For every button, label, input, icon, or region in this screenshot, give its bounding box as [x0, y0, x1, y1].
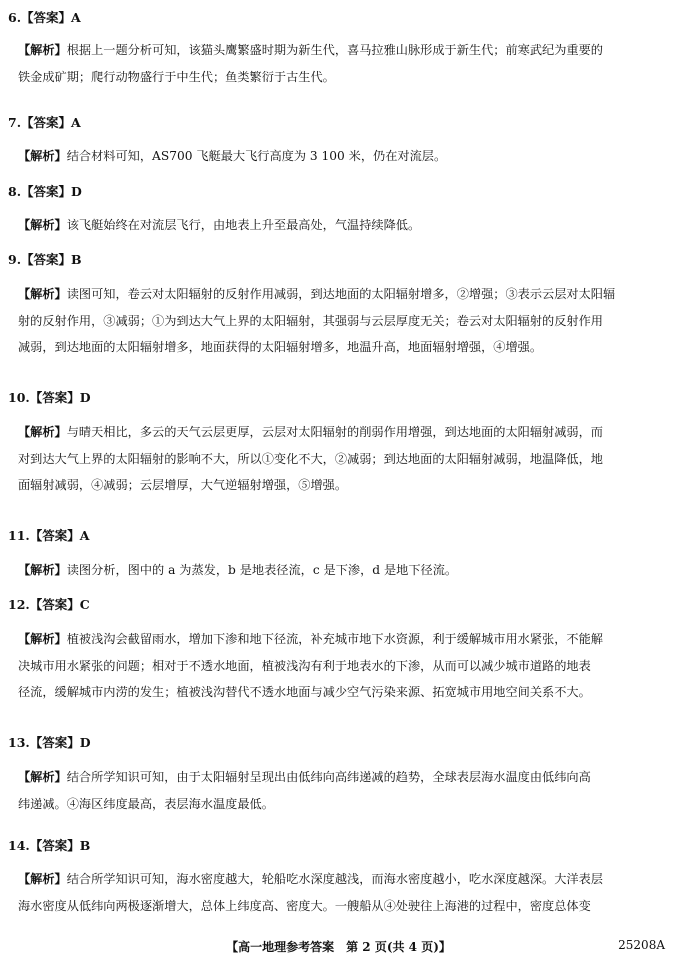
analysis-label: 【解析】 [18, 770, 67, 784]
answer-14: 14.【答案】B [8, 838, 91, 853]
analysis-12 [18, 626, 666, 706]
analysis-label: 【解析】 [18, 218, 67, 232]
analysis-label: 【解析】 [18, 287, 67, 301]
analysis-text: 植被浅沟会截留雨水，增加下渗和地下径流，补充城市地下水资源，利于缓解城市用水紧张，不能解 [66, 632, 603, 646]
page-footer [0, 938, 677, 956]
analysis-label: 【解析】 [18, 872, 67, 886]
analysis-label: 【解析】 [18, 563, 67, 577]
analysis-text: 径流，缓解城市内涝的发生；植被浅沟替代不透水地面与减少空气污染来源、拓宽城市用地空间关系不大。 [18, 685, 591, 699]
analysis-label: 【解析】 [18, 43, 67, 57]
analysis-text: 读图可知，卷云对太阳辐射的反射作用减弱，到达地面的太阳辐射增多，②增强；③表示云层对太阳辐 [66, 287, 616, 301]
analysis-13 [18, 764, 666, 817]
footer-code: 25208A [618, 938, 665, 952]
analysis-text: 该飞艇始终在对流层飞行，由地表上升至最高处，气温持续降低。 [66, 218, 421, 232]
analysis-text: 与晴天相比，多云的天气云层更厚，云层对太阳辐射的削弱作用增强，到达地面的太阳辐射减弱，而 [66, 425, 603, 439]
analysis-text: 对到达大气上界的太阳辐射的影响不大，所以①变化不大，②减弱；到达地面的太阳辐射减弱，地温降低，地 [18, 451, 603, 466]
answer-7: 7.【答案】A [8, 115, 81, 130]
answer-6: 6.【答案】A [8, 10, 81, 25]
analysis-text: 纬递减。④海区纬度最高，表层海水温度最低。 [18, 796, 274, 811]
analysis-label: 【解析】 [18, 632, 67, 646]
analysis-text: 海水密度从低纬向两极逐渐增大，总体上纬度高、密度大。一艘船从④处驶往上海港的过程中，密度总体变 [18, 898, 591, 913]
analysis-11 [18, 557, 666, 584]
answer-8: 8.【答案】D [8, 184, 82, 199]
analysis-label: 【解析】 [18, 425, 67, 439]
analysis-text: 铁金成矿期；爬行动物盛行于中生代；鱼类繁衍于古生代。 [18, 69, 335, 84]
analysis-7 [18, 143, 666, 170]
analysis-text: 射的反射作用，③减弱；①为到达大气上界的太阳辐射，其强弱与云层厚度无关；卷云对太阳辐射的反射作用 [18, 313, 603, 328]
analysis-9 [18, 281, 666, 361]
analysis-text: 结合所学知识可知，海水密度越大，轮船吃水深度越浅，而海水密度越小，吃水深度越深。大洋表层 [66, 872, 603, 886]
answer-11: 11.【答案】A [8, 528, 90, 543]
analysis-text: 读图分析，图中的 a 为蒸发，b 是地表径流，c 是下渗，d 是地下径流。 [66, 563, 458, 577]
analysis-text: 结合材料可知，AS700 飞艇最大飞行高度为 3 100 米，仍在对流层。 [66, 149, 447, 163]
analysis-6 [18, 37, 666, 90]
answer-9: 9.【答案】B [8, 252, 82, 267]
footer-title: 【高一地理参考答案 第 2 页(共 4 页)】 [226, 940, 451, 954]
analysis-text: 决城市用水紧张的问题；相对于不透水地面，植被浅沟有利于地表水的下渗，从而可以减少城市道路的地表 [18, 658, 591, 673]
analysis-8 [18, 212, 666, 239]
analysis-text: 结合所学知识可知，由于太阳辐射呈现出由低纬向高纬递减的趋势，全球表层海水温度由低纬向高 [66, 770, 591, 784]
answer-10: 10.【答案】D [8, 390, 91, 405]
analysis-10 [18, 419, 666, 499]
analysis-14 [18, 866, 666, 919]
answer-13: 13.【答案】D [8, 735, 91, 750]
analysis-text: 减弱，到达地面的太阳辐射增多，地面获得的太阳辐射增多，地温升高，地面辐射增强，④增强。 [18, 340, 543, 354]
answer-12: 12.【答案】C [8, 597, 90, 612]
analysis-text: 根据上一题分析可知，该猫头鹰繁盛时期为新生代，喜马拉雅山脉形成于新生代；前寒武纪为重要的 [66, 43, 603, 57]
analysis-label: 【解析】 [18, 149, 67, 163]
analysis-text: 面辐射减弱，④减弱；云层增厚，大气逆辐射增强，⑤增强。 [18, 478, 348, 492]
